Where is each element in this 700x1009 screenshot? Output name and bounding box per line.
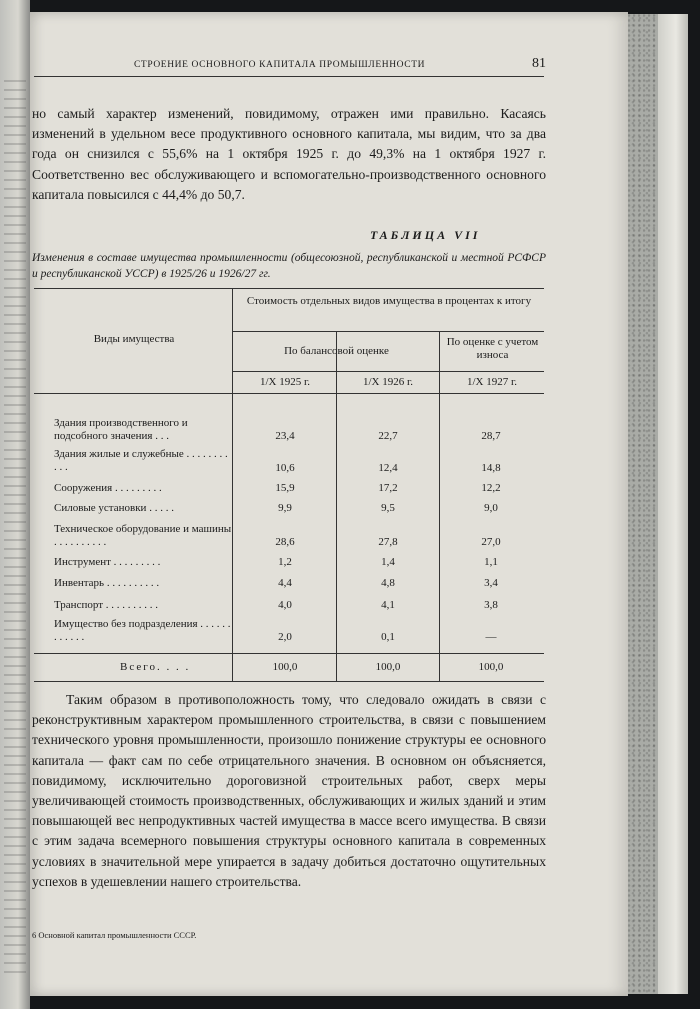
table-cell: 9,5 [381,502,395,514]
table-row-label: Инструмент . . . . . . . . . [54,556,161,568]
table-rule-header [34,393,544,394]
table-cell: 4,0 [278,599,292,611]
col-header-group: Стоимость отдельных видов имущества в процентах к итогу [246,295,532,307]
table-total-cell: 100,0 [375,661,401,673]
table-row-label: Здания жилые и служебные . . . . . . . . . . . [54,448,228,473]
col-header-date-1927: 1/X 1927 г. [466,376,518,388]
table-cell: 4,8 [381,577,395,589]
table-rule-total [34,653,544,654]
table-divider-kind [232,289,233,681]
table-cell: — [485,631,497,643]
col-header-wear: По оценке с учетом износа [446,336,539,361]
table-total-cell: 100,0 [272,661,298,673]
book-edge-speckled [628,14,658,994]
table-row-label: Инвентарь . . . . . . . . . . [54,577,160,589]
table-cell: 28,7 [481,430,501,442]
paragraph-2 [32,690,546,892]
paragraph-1 [32,104,546,205]
adjacent-page-edge [0,0,30,1009]
col-header-kind: Виды имущества [93,333,175,345]
table-cell: 27,0 [481,536,501,548]
table-row-label: Имущество без подразделения . . . . . . . . . . . . [54,618,231,643]
table-cell: 0,1 [381,631,395,643]
table-cell: 4,1 [381,599,395,611]
table-row-label: Техническое оборудование и машины . . . . . . . . . . [54,523,232,548]
table-cell: 12,2 [481,482,501,494]
col-header-balance: По балансовой оценке [284,345,389,357]
table-rule-group [232,331,544,332]
table-row-label: Силовые установки . . . . . [54,502,174,514]
table-row-label: Здания производственного и подсобного значения . . . [54,417,188,442]
table-cell: 9,9 [278,502,292,514]
table-cell: 1,4 [381,556,395,568]
table-cell: 3,8 [484,599,498,611]
table-cell: 14,8 [481,462,501,474]
paragraph-2-text: Таким образом в противоположность тому, что следовало ожидать в связи с реконструктивным характером промышленного строительства, в связи с повышением технического уровня промышленности, произошло понижение структуры ее основного капитала — факт сам по себе отрицательного значения. В основном он объясняется, повидимому, исключительно дороговизной строительных работ, сверх меры увеличивающей стоимость производственных, обслуживающих и жилых зданий и этим повышающей вес непродуктивных частей имущества в массе всего имущества. В связи с этим задача всемерного повышения структуры основного капитала в современных условиях в значительной мере упирается в задачу добиться достаточно ощутительных успехов в удешевлении нашего строительства. [32,692,546,889]
table-row-label: Сооружения . . . . . . . . . [54,482,162,494]
table-cell: 10,6 [275,462,295,474]
table-cell: 15,9 [275,482,295,494]
table-label: ТАБЛИЦА VII [370,228,481,242]
data-table [34,288,544,682]
page-number: 81 [532,56,546,71]
running-head-title: СТРОЕНИЕ ОСНОВНОГО КАПИТАЛА ПРОМЫШЛЕННОСТИ [134,60,426,70]
paragraph-1-text: но самый характер изменений, повидимому, отражен ими правильно. Касаясь изменений в удельном весе продуктивного основного капитала, мы видим, что за два года он снизился с 55,6% на 1 октября 1925 г. до 49,3% на 1 октября 1927 г. Соответственно вес обслуживающего и вспомогательно-производственного основного капитала повысился с 44,4% до 50,7. [32,106,546,202]
table-cell: 4,4 [278,577,292,589]
table-cell: 1,1 [484,556,498,568]
book-page [30,12,628,996]
table-cell: 2,0 [278,631,292,643]
running-head [34,56,544,77]
table-cell: 12,4 [378,462,398,474]
table-cell: 3,4 [484,577,498,589]
table-cell: 9,0 [484,502,498,514]
table-cell: 28,6 [275,536,295,548]
table-cell: 1,2 [278,556,292,568]
table-rule-subhead [232,371,544,372]
table-cell: 17,2 [378,482,398,494]
table-cell: 23,4 [275,430,295,442]
table-total-cell: 100,0 [478,661,504,673]
footnote: 6 Основной капитал промышленности СССР. [32,930,197,940]
adjacent-page-text-strip [4,80,26,980]
table-cell: 22,7 [378,430,398,442]
table-cell: 27,8 [378,536,398,548]
table-caption: Изменения в составе имущества промышленности (общесоюзной, республиканской и местной РСФСР и республиканской УССР) в 1925/26 и 1926/27 гг. [32,252,546,280]
book-edge-light [658,14,688,994]
col-header-date-1925: 1/X 1925 г. [259,376,311,388]
table-row-label: Транспорт . . . . . . . . . . [54,599,159,611]
table-total-label: Всего. . . . [120,661,191,673]
col-header-date-1926: 1/X 1926 г. [362,376,414,388]
